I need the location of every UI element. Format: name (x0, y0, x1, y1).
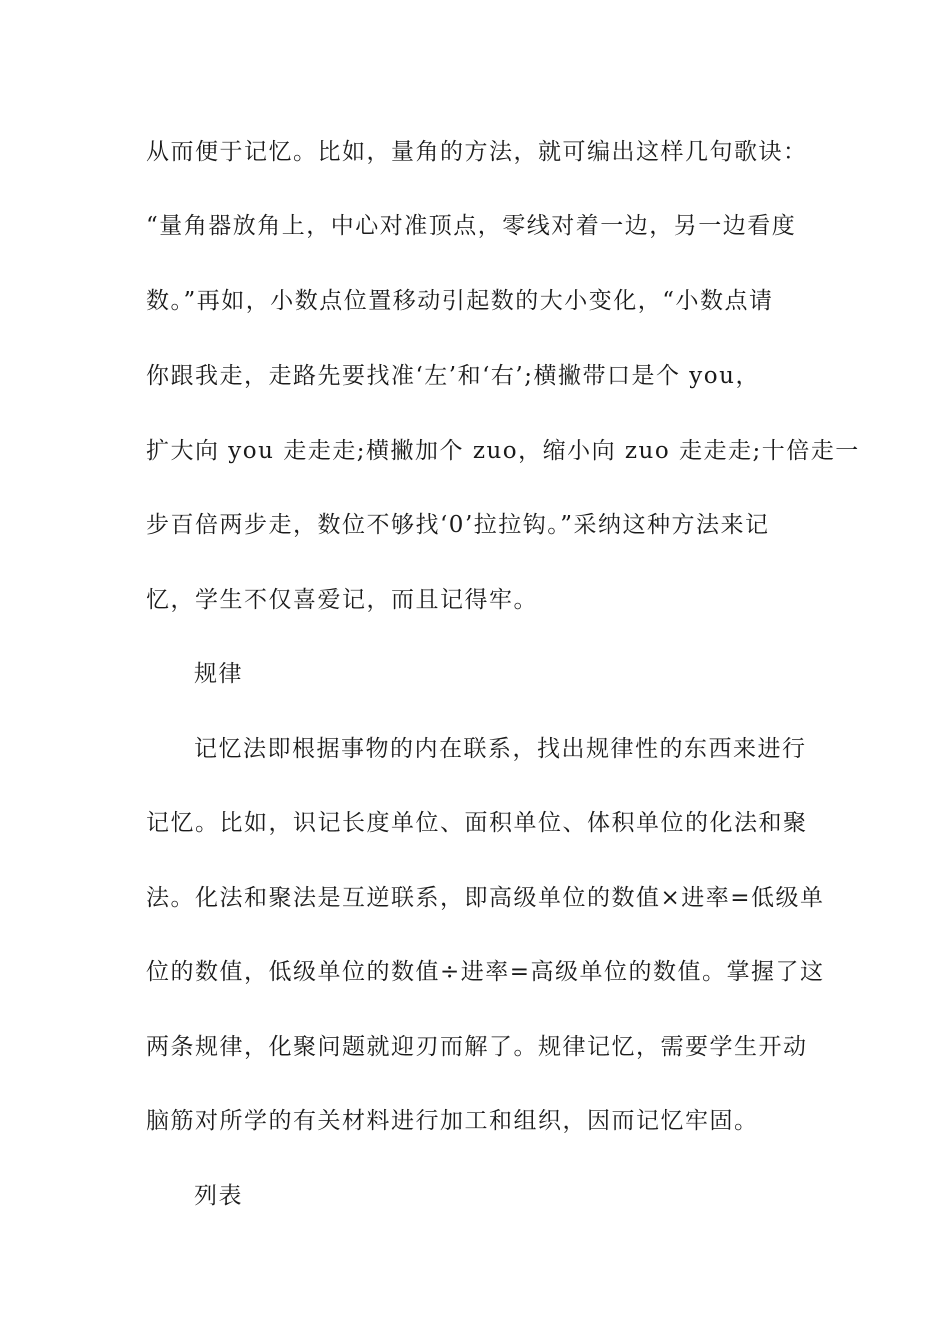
paragraph-line: 你跟我走，走路先要找准‘左’和‘右’;横撇带口是个 you， (146, 363, 760, 389)
paragraph-line: 从而便于记忆。比如，量角的方法，就可编出这样几句歌诀： (146, 139, 808, 165)
paragraph-line: 记忆法即根据事物的内在联系，找出规律性的东西来进行 (194, 736, 807, 762)
section-heading: 规律 (194, 661, 243, 687)
paragraph-line: 步百倍两步走，数位不够找‘0’拉拉钩。”采纳这种方法来记 (146, 512, 770, 538)
paragraph-line: 数。”再如，小数点位置移动引起数的大小变化，“小数点请 (146, 288, 774, 314)
section-heading: 列表 (194, 1183, 243, 1209)
paragraph-line: 位的数值，低级单位的数值÷进率=高级单位的数值。掌握了这 (146, 959, 825, 985)
paragraph-line: 忆，学生不仅喜爱记，而且记得牢。 (146, 587, 538, 613)
paragraph-line: 两条规律，化聚问题就迎刃而解了。规律记忆，需要学生开动 (146, 1034, 808, 1060)
paragraph-line: 扩大向 you 走走走;横撇加个 zuo，缩小向 zuo 走走走;十倍走一 (146, 438, 860, 464)
paragraph-line: 脑筋对所学的有关材料进行加工和组织，因而记忆牢固。 (146, 1108, 759, 1134)
paragraph-line: “量角器放角上，中心对准顶点，零线对着一边，另一边看度 (146, 213, 797, 239)
paragraph-line: 记忆。比如，识记长度单位、面积单位、体积单位的化法和聚 (146, 810, 808, 836)
paragraph-line: 法。化法和聚法是互逆联系，即高级单位的数值×进率=低级单 (146, 885, 825, 911)
